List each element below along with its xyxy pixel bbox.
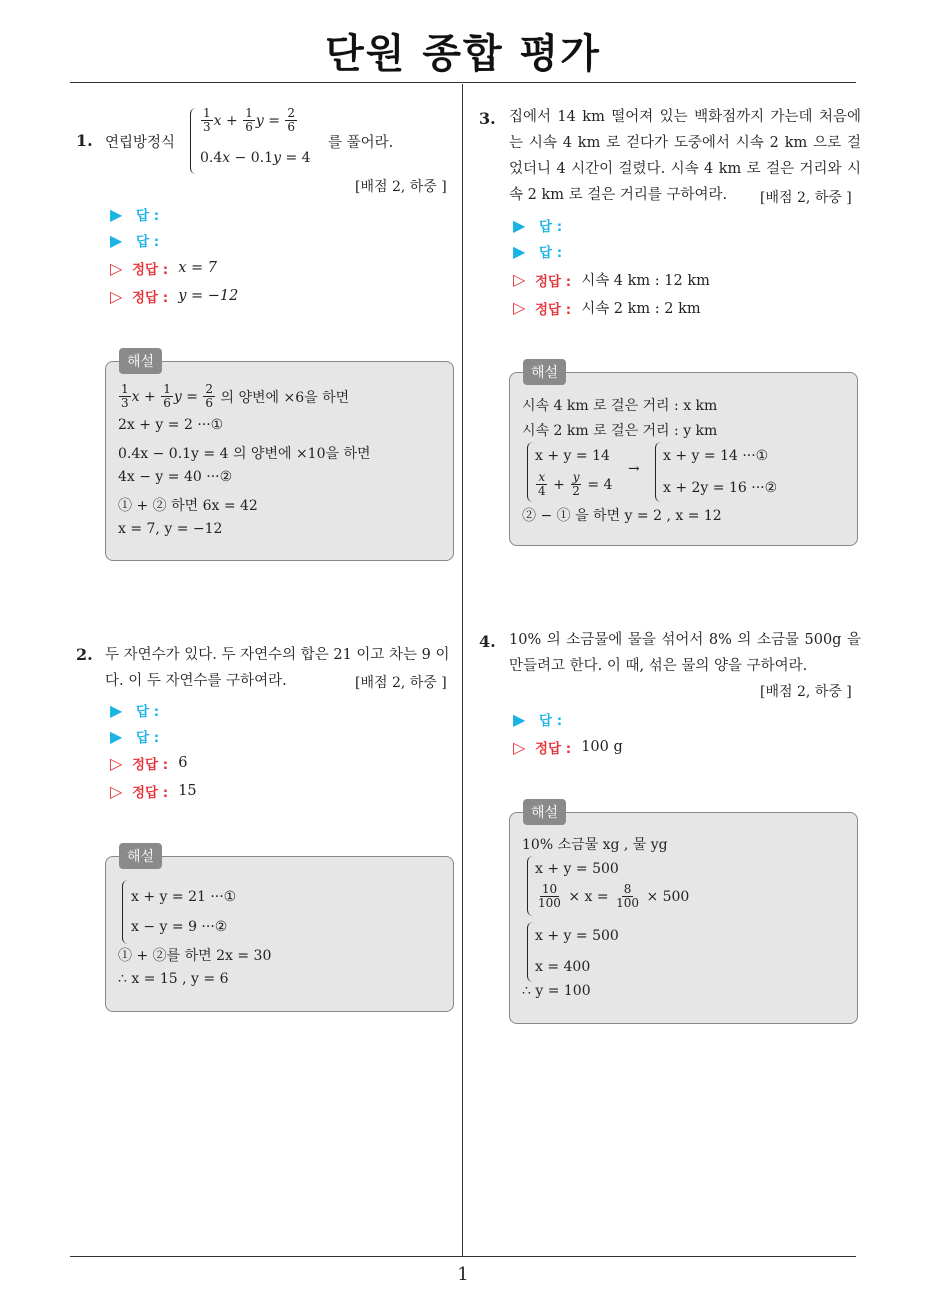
outline-triangle-icon: ▷ xyxy=(513,270,526,289)
solution-line: ① + ② 하면 6x = 42 xyxy=(118,498,258,514)
correct-answer-row: ▷ 정답 : 시속 2 km : 2 km xyxy=(513,298,701,318)
solution-line: x = 400 xyxy=(535,959,591,975)
solution-line: $\frac{1}{3}$ x + $\frac{1}{6}$ y = $\frac{2}{6}$ 의 양변에 ×6을 하면 xyxy=(121,382,350,410)
score-info: [배점 2, 하중 ] xyxy=(355,179,447,195)
play-triangle-icon: ▶ xyxy=(513,709,526,729)
question-text: 10% 의 소금물에 물을 섞어서 8% 의 소금물 500g 을 만들려고 한다. 이 때, 섞은 물의 양을 구하여라. xyxy=(509,632,861,674)
question-suffix: 를 풀어라. xyxy=(328,135,394,151)
solution-line: x + y = 21 ···① xyxy=(131,889,237,905)
play-triangle-icon: ▶ xyxy=(110,700,123,720)
score-info: [배점 2, 하중 ] xyxy=(355,675,447,691)
score-info: [배점 2, 하중 ] xyxy=(760,190,852,206)
play-triangle-icon: ▶ xyxy=(110,726,123,746)
column-divider xyxy=(462,84,463,1257)
bottom-rule xyxy=(70,1256,856,1257)
play-triangle-icon: ▶ xyxy=(513,241,526,261)
correct-answer-row: ▷ 정답 : 15 xyxy=(110,781,197,801)
system-brace xyxy=(190,108,197,174)
answer-row: ▶ 답 : xyxy=(110,230,160,250)
outline-triangle-icon: ▷ xyxy=(110,753,123,773)
play-triangle-icon: ▶ xyxy=(110,230,123,250)
solution-line: x + y = 14 xyxy=(535,448,610,464)
answer-row: ▶ 답 : xyxy=(110,726,160,746)
solution-tag: 해설 xyxy=(119,843,162,869)
solution-tag: 해설 xyxy=(119,348,162,374)
solution-line: x + y = 500 xyxy=(535,861,619,877)
solution-tag: 해설 xyxy=(523,799,566,825)
correct-answer-row: ▷ 정답 : 시속 4 km : 12 km xyxy=(513,270,710,290)
correct-answer-row: ▷ 정답 : 100 g xyxy=(513,737,623,757)
solution-line: 0.4x − 0.1y = 4 의 양변에 ×10을 하면 xyxy=(118,446,371,462)
solution-line: x + 2y = 16 ···② xyxy=(663,480,778,496)
solution-tag: 해설 xyxy=(523,359,566,385)
outline-triangle-icon: ▷ xyxy=(513,298,526,317)
solution-line: ② − ① 을 하면 y = 2 , x = 12 xyxy=(522,508,722,524)
correct-answer-row: ▷ 정답 : 6 xyxy=(110,753,188,773)
system-brace xyxy=(527,442,534,502)
correct-answer-row: ▷ 정답 : x = 7 xyxy=(110,258,217,278)
question-number: 1. xyxy=(76,131,93,150)
question-text: 집에서 14 km 떨어져 있는 백화점까지 가는데 처음에는 시속 4 km 로 걷다가 도중에서 시속 2 km 으로 걸었더니 4 시간이 걸렸다. 시속 4 km 로 걸은 거리와 시속 2 km 로 걸은 거리를 구하여라. xyxy=(509,109,861,203)
question-number: 2. xyxy=(76,645,93,664)
answer-row: ▶ 답 : xyxy=(110,700,160,720)
question-text: 두 자연수가 있다. 두 자연수의 합은 21 이고 차는 9 이다. 이 두 자연수를 구하여라. xyxy=(105,647,450,689)
solution-line: 4x − y = 40 ···② xyxy=(118,469,233,485)
top-rule xyxy=(70,82,856,83)
outline-triangle-icon: ▷ xyxy=(513,737,526,757)
page-number: 1 xyxy=(457,1264,469,1285)
answer-row: ▶ 답 : xyxy=(513,215,563,235)
question-prefix: 연립방정식 xyxy=(105,135,176,151)
equation-2: 0.4 x − 0.1 y = 4 xyxy=(200,150,311,166)
solution-line: x + y = 14 ···① xyxy=(663,448,769,464)
answer-row: ▶ 답 : xyxy=(110,204,160,224)
solution-line: x + y = 500 xyxy=(535,928,619,944)
system-brace xyxy=(527,922,534,982)
play-triangle-icon: ▶ xyxy=(513,215,526,235)
equation-1: $\frac{1}{3}$ x + $\frac{1}{6}$ y = $\frac{2}{6}$ xyxy=(203,106,296,134)
solution-line: x − y = 9 ···② xyxy=(131,919,228,935)
solution-line: $\frac{10}{100}$ × x = $\frac{8}{100}$ × 500 xyxy=(538,882,690,910)
solution-line: 2x + y = 2 ···① xyxy=(118,417,224,433)
answer-row: ▶ 답 : xyxy=(513,241,563,261)
answer-row: ▶ 답 : xyxy=(513,709,563,729)
outline-triangle-icon: ▷ xyxy=(110,781,123,801)
outline-triangle-icon: ▷ xyxy=(110,286,123,306)
system-brace xyxy=(527,856,534,916)
question-number: 3. xyxy=(479,109,496,128)
play-triangle-icon: ▶ xyxy=(110,204,123,224)
solution-line: ∴ y = 100 xyxy=(522,983,591,999)
solution-line: ∴ x = 15 , y = 6 xyxy=(118,971,229,987)
solution-line: $\frac{x}{4}$ + $\frac{y}{2}$ = 4 xyxy=(538,470,613,498)
solution-line: 시속 2 km 로 걸은 거리 : y km xyxy=(522,423,718,439)
system-brace xyxy=(122,880,129,944)
score-info: [배점 2, 하중 ] xyxy=(760,684,852,700)
arrow-icon: → xyxy=(628,461,640,477)
solution-line: ① + ②를 하면 2x = 30 xyxy=(118,948,272,964)
solution-line: 시속 4 km 로 걸은 거리 : x km xyxy=(522,398,718,414)
system-brace xyxy=(655,442,662,502)
correct-answer-row: ▷ 정답 : y = −12 xyxy=(110,286,239,306)
question-number: 4. xyxy=(479,632,496,651)
solution-line: 10% 소금물 xg , 물 yg xyxy=(522,837,668,853)
page-title: 단원 종합 평가 xyxy=(325,31,601,77)
outline-triangle-icon: ▷ xyxy=(110,258,123,278)
solution-line: x = 7, y = −12 xyxy=(118,521,223,537)
